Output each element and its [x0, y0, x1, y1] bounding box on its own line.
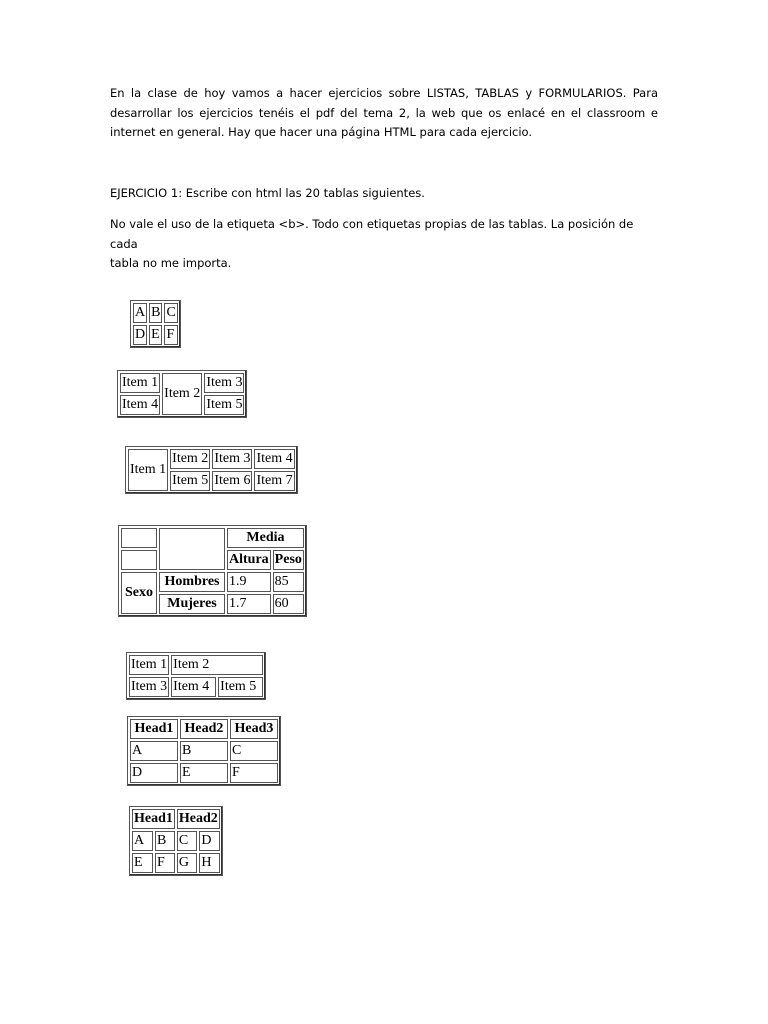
table-cell: Item 7	[254, 471, 294, 491]
example-table-6	[127, 716, 281, 786]
table-header: Head3	[230, 719, 278, 739]
table-header-mujeres: Mujeres	[159, 594, 225, 614]
table-row	[121, 528, 304, 548]
intro-line: desarrollar los ejercicios tenéis el pdf del tema 2, la web que os enlacé en el classroom e	[110, 105, 658, 120]
table-cell: Item 4	[120, 395, 160, 415]
table-cell: Item 5	[218, 677, 263, 697]
table-header-hombres: Hombres	[159, 572, 225, 592]
table-cell: F	[230, 763, 278, 783]
table-row	[128, 449, 295, 469]
exercise-note	[110, 215, 658, 274]
table-cell: C	[177, 831, 197, 851]
table-row	[129, 677, 263, 697]
table-cell: G	[177, 853, 197, 873]
table-row	[132, 809, 220, 829]
table-row	[130, 763, 278, 783]
table-cell-rowspan: Item 2	[162, 373, 202, 415]
table-row	[132, 831, 220, 851]
table-header-altura: Altura	[227, 550, 271, 570]
table-header-media: Media	[227, 528, 304, 548]
table-cell: Item 4	[171, 677, 216, 697]
table-cell: A	[132, 831, 153, 851]
table-cell: Item 3	[129, 677, 169, 697]
table-cell: Item 3	[204, 373, 244, 393]
intro-line: En la clase de hoy vamos a hacer ejercicios sobre LISTAS, TABLAS y FORMULARIOS. Para	[110, 86, 658, 100]
table-cell: C	[164, 303, 177, 323]
table-cell: Item 4	[254, 449, 294, 469]
table-cell: C	[230, 741, 278, 761]
exercise-title: EJERCICIO 1: Escribe con html las 20 tablas siguientes.	[110, 186, 425, 200]
table-cell: Item 2	[170, 449, 210, 469]
intro-paragraph	[110, 84, 658, 143]
table-header: Head2	[180, 719, 228, 739]
table-row	[133, 325, 178, 345]
table-cell: B	[155, 831, 175, 851]
table-cell: Item 1	[129, 655, 169, 675]
table-cell: E	[180, 763, 228, 783]
table-header-peso: Peso	[273, 550, 304, 570]
table-cell: Item 3	[212, 449, 252, 469]
example-table-3	[125, 446, 298, 494]
intro-line: internet en general. Hay que hacer una página HTML para cada ejercicio.	[110, 125, 533, 139]
table-cell: A	[133, 303, 147, 323]
table-cell: D	[133, 325, 147, 345]
table-cell: 1.7	[227, 594, 271, 614]
note-line: No vale el uso de la etiqueta <b>. Todo con etiquetas propias de las tablas. La posición de cada	[110, 217, 634, 251]
table-cell: 60	[273, 594, 304, 614]
table-row	[121, 572, 304, 592]
table-header-sexo: Sexo	[121, 572, 157, 614]
table-header: Head1	[132, 809, 175, 829]
table-cell-colspan: Item 2	[171, 655, 263, 675]
table-row	[130, 741, 278, 761]
table-cell: A	[130, 741, 178, 761]
note-line: tabla no me importa.	[110, 256, 232, 270]
table-cell: D	[199, 831, 219, 851]
example-table-5	[126, 652, 266, 700]
table-cell: H	[199, 853, 219, 873]
table-row	[129, 655, 263, 675]
table-cell: B	[180, 741, 228, 761]
table-cell: E	[132, 853, 153, 873]
table-cell: Item 5	[170, 471, 210, 491]
empty-cell	[121, 528, 157, 548]
table-cell: Item 5	[204, 395, 244, 415]
table-cell: 85	[273, 572, 304, 592]
table-cell: D	[130, 763, 178, 783]
table-row	[130, 719, 278, 739]
table-cell: 1.9	[227, 572, 271, 592]
table-header: Head1	[130, 719, 178, 739]
example-table-4	[118, 525, 307, 617]
empty-cell	[121, 550, 157, 570]
example-table-7	[129, 806, 223, 876]
table-cell-rowspan: Item 1	[128, 449, 168, 491]
table-row	[132, 853, 220, 873]
table-row	[120, 373, 244, 393]
table-cell: E	[149, 325, 162, 345]
table-cell: F	[164, 325, 177, 345]
empty-cell-rowspan	[159, 528, 225, 570]
example-table-2	[117, 370, 247, 418]
example-table-1	[130, 300, 181, 348]
table-cell: Item 1	[120, 373, 160, 393]
table-header: Head2	[177, 809, 220, 829]
table-cell: F	[155, 853, 175, 873]
table-row	[133, 303, 178, 323]
table-cell: B	[149, 303, 162, 323]
table-cell: Item 6	[212, 471, 252, 491]
